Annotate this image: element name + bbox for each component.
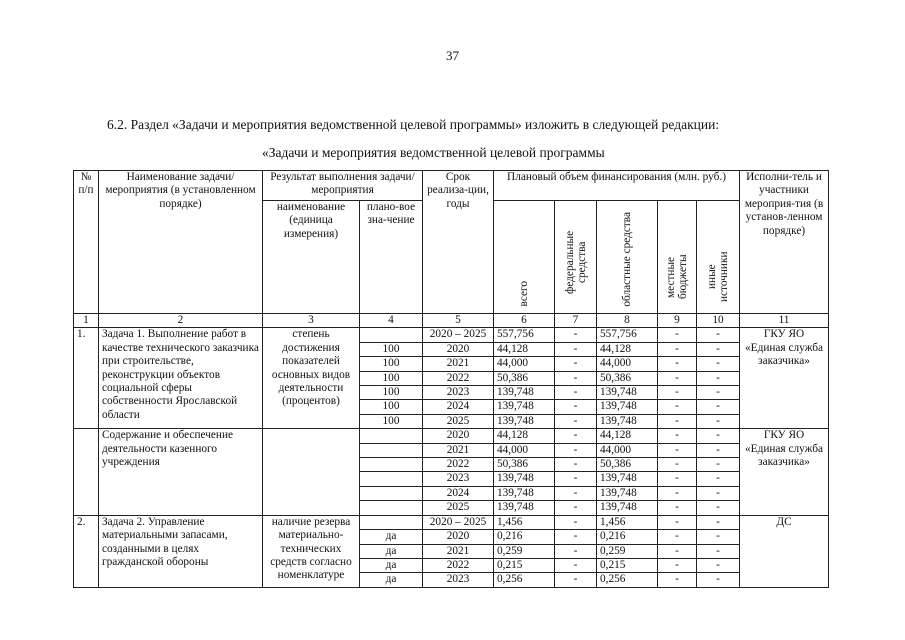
executor: ГКУ ЯО «Единая служба заказчика» xyxy=(740,328,829,429)
regional-value: 139,748 xyxy=(597,400,658,414)
plan-value xyxy=(360,443,423,457)
regional-value: 50,386 xyxy=(597,458,658,472)
table-row xyxy=(74,429,829,443)
other-value: - xyxy=(697,342,740,356)
header-total: всего xyxy=(494,201,555,314)
federal-value: - xyxy=(555,357,597,371)
col-number: 8 xyxy=(597,314,658,328)
header-result-name: наименование (единица измерения) xyxy=(263,201,360,314)
local-value: - xyxy=(658,544,697,558)
regional-value: 139,748 xyxy=(597,386,658,400)
total-value: 0,256 xyxy=(494,573,555,587)
header-result-plan: плано-вое зна-чение xyxy=(360,201,423,314)
other-value: - xyxy=(697,400,740,414)
tasks-table xyxy=(73,170,829,588)
other-value: - xyxy=(697,558,740,572)
federal-value: - xyxy=(555,342,597,356)
col-number: 11 xyxy=(740,314,829,328)
federal-value: - xyxy=(555,472,597,486)
other-value: - xyxy=(697,458,740,472)
period: 2022 xyxy=(423,558,494,572)
table-row xyxy=(74,328,829,342)
regional-value: 139,748 xyxy=(597,472,658,486)
total-value: 139,748 xyxy=(494,486,555,500)
local-value: - xyxy=(658,486,697,500)
period: 2021 xyxy=(423,443,494,457)
federal-value: - xyxy=(555,386,597,400)
federal-value: - xyxy=(555,486,597,500)
indicator-name: степень достижения показателей основных видов деятельности (процентов) xyxy=(263,328,360,429)
col-number: 1 xyxy=(74,314,99,328)
federal-value: - xyxy=(555,501,597,515)
paragraph: 6.2. Раздел «Задачи и мероприятия ведомственной целевой программы» изложить в следующей редакции: xyxy=(107,117,720,132)
period: 2020 – 2025 xyxy=(423,328,494,342)
plan-value xyxy=(360,458,423,472)
table-row xyxy=(74,515,829,529)
plan-value xyxy=(360,515,423,529)
federal-value: - xyxy=(555,414,597,428)
indicator-name: наличие резерва материально-технических средств согласно номенклатуре xyxy=(263,515,360,587)
local-value: - xyxy=(658,472,697,486)
period: 2023 xyxy=(423,472,494,486)
period: 2025 xyxy=(423,414,494,428)
header-num: № п/п xyxy=(74,171,99,314)
total-value: 50,386 xyxy=(494,371,555,385)
other-value: - xyxy=(697,414,740,428)
total-value: 44,000 xyxy=(494,357,555,371)
header-regional: областные средства xyxy=(597,201,658,314)
col-number: 6 xyxy=(494,314,555,328)
regional-value: 44,000 xyxy=(597,443,658,457)
column-numbers-row xyxy=(74,314,829,328)
period: 2023 xyxy=(423,386,494,400)
local-value: - xyxy=(658,515,697,529)
plan-value xyxy=(360,328,423,342)
local-value: - xyxy=(658,443,697,457)
local-value: - xyxy=(658,414,697,428)
other-value: - xyxy=(697,501,740,515)
header-funding: Плановый объем финансирования (млн. руб.) xyxy=(494,171,740,201)
plan-value: да xyxy=(360,573,423,587)
federal-value: - xyxy=(555,371,597,385)
total-value: 139,748 xyxy=(494,501,555,515)
task-name: Содержание и обеспечение деятельности казенного учреждения xyxy=(99,429,263,515)
plan-value: 100 xyxy=(360,400,423,414)
total-value: 557,756 xyxy=(494,328,555,342)
total-value: 44,000 xyxy=(494,443,555,457)
total-value: 1,456 xyxy=(494,515,555,529)
period: 2021 xyxy=(423,544,494,558)
federal-value: - xyxy=(555,400,597,414)
total-value: 139,748 xyxy=(494,472,555,486)
period: 2022 xyxy=(423,371,494,385)
other-value: - xyxy=(697,486,740,500)
regional-value: 139,748 xyxy=(597,486,658,500)
total-value: 0,215 xyxy=(494,558,555,572)
executor: ДС xyxy=(740,515,829,587)
regional-value: 44,000 xyxy=(597,357,658,371)
col-number: 3 xyxy=(263,314,360,328)
local-value: - xyxy=(658,530,697,544)
regional-value: 50,386 xyxy=(597,371,658,385)
table-title: «Задачи и мероприятия ведомственной целевой программы xyxy=(262,145,605,160)
header-executors: Исполни-тель и участники мероприя-тия (в установ-ленном порядке) xyxy=(740,171,829,314)
period: 2023 xyxy=(423,573,494,587)
other-value: - xyxy=(697,443,740,457)
local-value: - xyxy=(658,501,697,515)
plan-value: да xyxy=(360,544,423,558)
period: 2022 xyxy=(423,458,494,472)
total-value: 0,259 xyxy=(494,544,555,558)
total-value: 0,216 xyxy=(494,530,555,544)
regional-value: 0,215 xyxy=(597,558,658,572)
plan-value: да xyxy=(360,530,423,544)
total-value: 44,128 xyxy=(494,429,555,443)
regional-value: 139,748 xyxy=(597,501,658,515)
task-name: Задача 1. Выполнение работ в качестве технического заказчика при строительстве, реконструкции объектов социальной сферы собственности Ярославской области xyxy=(99,328,263,429)
regional-value: 0,216 xyxy=(597,530,658,544)
plan-value xyxy=(360,429,423,443)
period: 2025 xyxy=(423,501,494,515)
federal-value: - xyxy=(555,429,597,443)
regional-value: 139,748 xyxy=(597,414,658,428)
period: 2021 xyxy=(423,357,494,371)
plan-value xyxy=(360,486,423,500)
federal-value: - xyxy=(555,558,597,572)
col-number: 4 xyxy=(360,314,423,328)
plan-value: 100 xyxy=(360,386,423,400)
local-value: - xyxy=(658,342,697,356)
other-value: - xyxy=(697,573,740,587)
header-name: Наименование задачи/мероприятия (в установленном порядке) xyxy=(99,171,263,314)
period: 2020 xyxy=(423,342,494,356)
federal-value: - xyxy=(555,530,597,544)
header-local: местные бюджеты xyxy=(658,201,697,314)
executor: ГКУ ЯО «Единая служба заказчика» xyxy=(740,429,829,515)
federal-value: - xyxy=(555,515,597,529)
local-value: - xyxy=(658,429,697,443)
col-number: 5 xyxy=(423,314,494,328)
task-name: Задача 2. Управление материальными запасами, созданными в целях гражданской обороны xyxy=(99,515,263,587)
header-federal: федеральные средства xyxy=(555,201,597,314)
other-value: - xyxy=(697,544,740,558)
total-value: 50,386 xyxy=(494,458,555,472)
period: 2020 – 2025 xyxy=(423,515,494,529)
other-value: - xyxy=(697,429,740,443)
total-value: 139,748 xyxy=(494,386,555,400)
plan-value: 100 xyxy=(360,342,423,356)
local-value: - xyxy=(658,573,697,587)
local-value: - xyxy=(658,357,697,371)
row-number: 1. xyxy=(74,328,99,429)
local-value: - xyxy=(658,558,697,572)
header-period: Срок реализа-ции, годы xyxy=(423,171,494,314)
period: 2024 xyxy=(423,400,494,414)
local-value: - xyxy=(658,371,697,385)
plan-value: 100 xyxy=(360,371,423,385)
other-value: - xyxy=(697,328,740,342)
col-number: 10 xyxy=(697,314,740,328)
regional-value: 0,256 xyxy=(597,573,658,587)
total-value: 139,748 xyxy=(494,400,555,414)
plan-value: 100 xyxy=(360,357,423,371)
regional-value: 44,128 xyxy=(597,429,658,443)
plan-value xyxy=(360,501,423,515)
regional-value: 1,456 xyxy=(597,515,658,529)
federal-value: - xyxy=(555,443,597,457)
header-other: иные источники xyxy=(697,201,740,314)
federal-value: - xyxy=(555,328,597,342)
other-value: - xyxy=(697,357,740,371)
total-value: 44,128 xyxy=(494,342,555,356)
regional-value: 44,128 xyxy=(597,342,658,356)
col-number: 9 xyxy=(658,314,697,328)
other-value: - xyxy=(697,371,740,385)
other-value: - xyxy=(697,530,740,544)
total-value: 139,748 xyxy=(494,414,555,428)
plan-value: 100 xyxy=(360,414,423,428)
period: 2024 xyxy=(423,486,494,500)
plan-value xyxy=(360,472,423,486)
header-result: Результат выполнения задачи/мероприятия xyxy=(263,171,423,201)
col-number: 2 xyxy=(99,314,263,328)
other-value: - xyxy=(697,472,740,486)
plan-value: да xyxy=(360,558,423,572)
period: 2020 xyxy=(423,429,494,443)
local-value: - xyxy=(658,386,697,400)
row-number xyxy=(74,429,99,515)
col-number: 7 xyxy=(555,314,597,328)
period: 2020 xyxy=(423,530,494,544)
federal-value: - xyxy=(555,544,597,558)
regional-value: 557,756 xyxy=(597,328,658,342)
local-value: - xyxy=(658,458,697,472)
other-value: - xyxy=(697,515,740,529)
page-number: 37 xyxy=(446,48,459,63)
federal-value: - xyxy=(555,573,597,587)
row-number: 2. xyxy=(74,515,99,587)
local-value: - xyxy=(658,328,697,342)
indicator-name xyxy=(263,429,360,515)
other-value: - xyxy=(697,386,740,400)
federal-value: - xyxy=(555,458,597,472)
local-value: - xyxy=(658,400,697,414)
regional-value: 0,259 xyxy=(597,544,658,558)
